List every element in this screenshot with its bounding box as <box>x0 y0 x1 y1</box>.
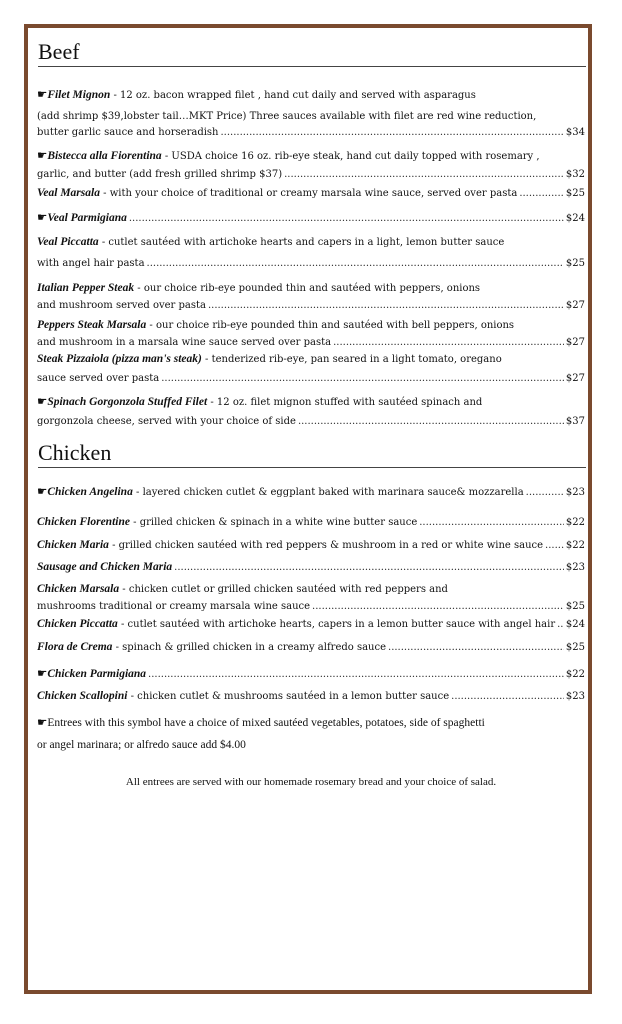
menu-item-veal-piccatta: Veal Piccatta - cutlet sautéed with artichoke hearts and capers in a light, lemon butter sauce <box>37 236 505 248</box>
entree-symbol-note: ☛Entrees with this symbol have a choice of mixed sautéed vegetables, potatoes, side of spaghetti or angel marinara; or alfredo sauce add $4.00 <box>37 717 485 751</box>
menu-item-chicken-marsala-price-line: mushrooms traditional or creamy marsala wine sauce ..... $25 <box>37 600 585 613</box>
menu-item-spinach-gorgonzola-price-line: gorgonzola cheese, served with your choice of side ..... $37 <box>37 415 585 428</box>
menu-item-veal-marsala: Veal Marsala - with your choice of traditional or creamy marsala wine sauce, served over pasta ..... $25 <box>37 187 585 200</box>
menu-item-flora-de-crema: Flora de Crema - spinach & grilled chicken in a creamy alfredo sauce ..... $25 <box>37 641 585 654</box>
menu-item-bistecca: ☛Bistecca alla Fiorentina - USDA choice 16 oz. rib-eye steak, hand cut daily topped with rosemary , <box>37 150 540 162</box>
menu-item-spinach-gorgonzola-filet: ☛Spinach Gorgonzola Stuffed Filet - 12 oz. filet mignon stuffed with sautéed spinach and <box>37 396 483 408</box>
menu-item-sausage-chicken-maria: Sausage and Chicken Maria ..... $23 <box>37 561 585 574</box>
menu-item-chicken-angelina: ☛Chicken Angelina - layered chicken cutlet & eggplant baked with marinara sauce& mozzarella ..... $23 <box>37 486 585 499</box>
menu-item-chicken-maria: Chicken Maria - grilled chicken sautéed with red peppers & mushroom in a red or white wine sauce ..... $22 <box>37 539 585 552</box>
menu-item-filet-mignon-price-line: butter garlic sauce and horseradish ..... $34 <box>37 126 585 139</box>
chicken-section-title: Chicken <box>38 441 586 468</box>
menu-item-chicken-parmigiana: ☛Chicken Parmigiana ..... $22 <box>37 668 585 681</box>
menu-item-chicken-florentine: Chicken Florentine - grilled chicken & spinach in a white wine butter sauce ..... $22 <box>37 516 585 529</box>
menu-item-bistecca-price-line: garlic, and butter (add fresh grilled shrimp $37) ..... $32 <box>37 168 585 181</box>
menu-item-peppers-steak-marsala-price-line: and mushroom in a marsala wine sauce served over pasta ..... $27 <box>37 336 585 349</box>
beef-section-title: Beef <box>38 40 586 67</box>
menu-item-italian-pepper-steak-price-line: and mushroom served over pasta ..... $27 <box>37 299 585 312</box>
menu-item-peppers-steak-marsala: Peppers Steak Marsala - our choice rib-eye pounded thin and sautéed with bell peppers, onions <box>37 319 515 331</box>
menu-item-veal-piccatta-price-line: with angel hair pasta ..... $25 <box>37 257 585 270</box>
footer-note: All entrees are served with our homemade rosemary bread and your choice of salad. <box>125 776 497 788</box>
menu-item-veal-parmigiana: ☛Veal Parmigiana ..... $24 <box>37 212 585 225</box>
menu-item-chicken-marsala: Chicken Marsala - chicken cutlet or grilled chicken sautéed with red peppers and <box>37 583 448 595</box>
menu-item-steak-pizzaiola-price-line: sauce served over pasta ..... $27 <box>37 372 585 385</box>
menu-item-filet-mignon: ☛Filet Mignon - 12 oz. bacon wrapped filet , hand cut daily and served with asparagus <box>37 89 476 101</box>
menu-item-chicken-scallopini: Chicken Scallopini - chicken cutlet & mushrooms sautéed in a lemon butter sauce ..... $23 <box>37 690 585 703</box>
menu-item-italian-pepper-steak: Italian Pepper Steak - our choice rib-eye pounded thin and sautéed with peppers, onions <box>37 282 481 294</box>
menu-item-steak-pizzaiola: Steak Pizzaiola (pizza man's steak) - tenderized rib-eye, pan seared in a light tomato, oregano <box>37 353 502 365</box>
pointing-hand-icon: ☛ <box>37 717 48 729</box>
menu-item-filet-mignon-desc: (add shrimp $39,lobster tail…MKT Price) Three sauces available with filet are red wine reduction, <box>37 111 537 122</box>
menu-item-chicken-piccatta: Chicken Piccatta - cutlet sautéed with artichoke hearts, capers in a lemon butter sauce with angel hair ..... $24 <box>37 618 585 631</box>
